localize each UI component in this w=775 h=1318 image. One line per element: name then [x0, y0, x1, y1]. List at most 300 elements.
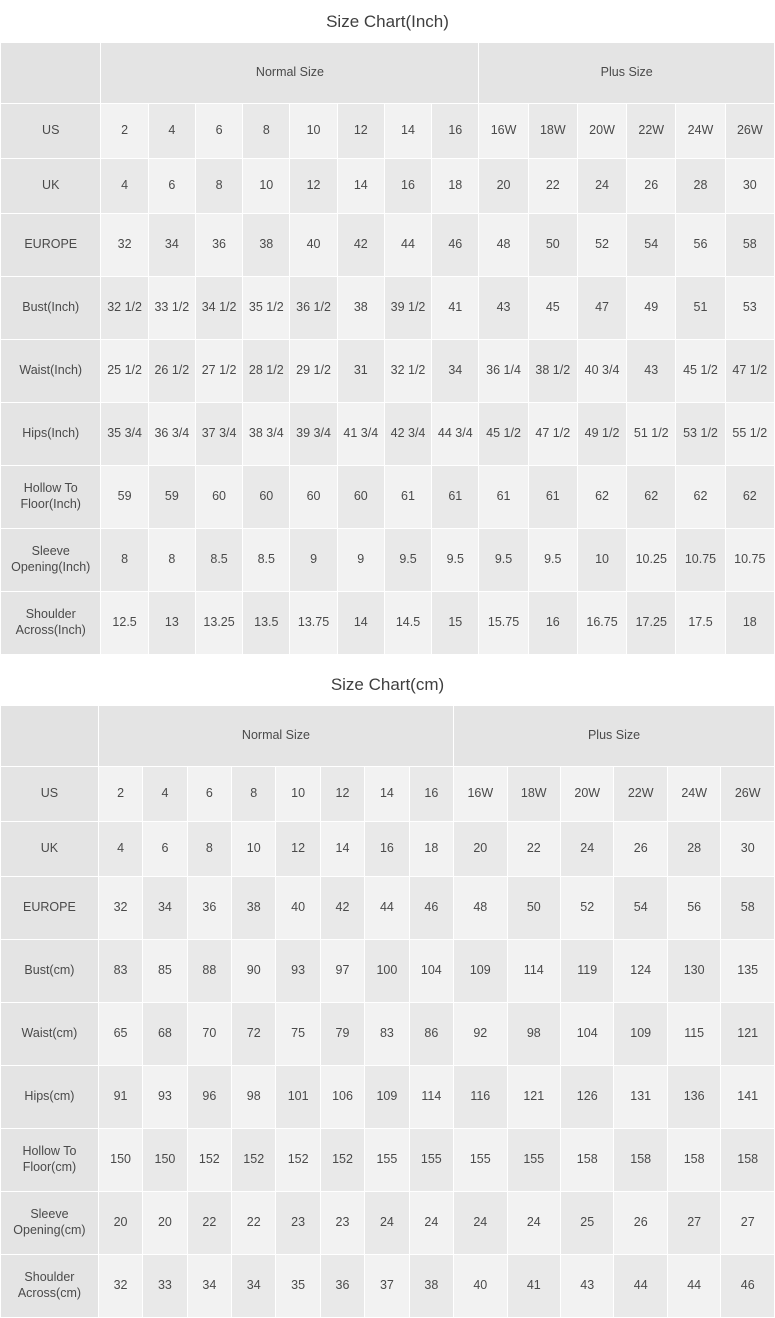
cell: 115 [667, 1003, 720, 1066]
cell: 53 [725, 277, 774, 340]
cell: 26 [614, 822, 667, 877]
cell: 16 [528, 592, 577, 655]
cell: 42 [320, 877, 364, 940]
cell: 42 3/4 [384, 403, 431, 466]
cell: 39 3/4 [290, 403, 337, 466]
cell: 85 [143, 940, 187, 1003]
cell: 52 [577, 214, 626, 277]
cell: 20 [454, 822, 507, 877]
cell: 45 1/2 [479, 403, 528, 466]
cell: 17.25 [627, 592, 676, 655]
cell: 36 [320, 1255, 364, 1318]
cell: 16 [432, 104, 479, 159]
cell: 91 [98, 1066, 142, 1129]
cell: 26W [721, 767, 775, 822]
cell: 6 [143, 822, 187, 877]
cell: 24 [409, 1192, 453, 1255]
cell: 49 [627, 277, 676, 340]
cell: 8 [101, 529, 148, 592]
cell: 116 [454, 1066, 507, 1129]
cell: 70 [187, 1003, 231, 1066]
cell: 24 [577, 159, 626, 214]
cell: 22 [507, 822, 560, 877]
cell: 39 1/2 [384, 277, 431, 340]
cell: 17.5 [676, 592, 725, 655]
cell: 16.75 [577, 592, 626, 655]
cell: 55 1/2 [725, 403, 774, 466]
cell: 20W [561, 767, 614, 822]
cell: 35 [276, 1255, 320, 1318]
table-corner-cell [1, 706, 99, 767]
cell: 61 [432, 466, 479, 529]
cell: 150 [98, 1129, 142, 1192]
cell: 16 [409, 767, 453, 822]
cell: 34 1/2 [195, 277, 242, 340]
cell: 8 [148, 529, 195, 592]
cell: 32 [98, 877, 142, 940]
cell: 53 1/2 [676, 403, 725, 466]
cell: 47 [577, 277, 626, 340]
cell: 121 [721, 1003, 775, 1066]
cell: 33 1/2 [148, 277, 195, 340]
cell: 24 [365, 1192, 409, 1255]
cell: 104 [409, 940, 453, 1003]
cell: 22 [187, 1192, 231, 1255]
cell: 12 [320, 767, 364, 822]
cell: 10 [276, 767, 320, 822]
size-chart-cm-table [0, 705, 775, 1318]
cell: 9 [337, 529, 384, 592]
cell: 46 [721, 1255, 775, 1318]
row-label-sleeve-opening-inch: Sleeve Opening(Inch) [1, 529, 101, 592]
cell: 48 [479, 214, 528, 277]
cell: 34 [432, 340, 479, 403]
cell: 130 [667, 940, 720, 1003]
cell: 60 [195, 466, 242, 529]
cell: 59 [148, 466, 195, 529]
cell: 6 [148, 159, 195, 214]
cell: 41 3/4 [337, 403, 384, 466]
cell: 158 [721, 1129, 775, 1192]
cell: 12 [290, 159, 337, 214]
cell: 8 [195, 159, 242, 214]
row-label-europe: EUROPE [1, 877, 99, 940]
cell: 42 [337, 214, 384, 277]
cell: 56 [676, 214, 725, 277]
cell: 18W [507, 767, 560, 822]
cell: 22W [614, 767, 667, 822]
table-row [1, 767, 775, 822]
table-row [1, 1066, 775, 1129]
cell: 27 [667, 1192, 720, 1255]
row-label-bust-cm: Bust(cm) [1, 940, 99, 1003]
cell: 155 [409, 1129, 453, 1192]
cell: 32 [101, 214, 148, 277]
cell: 97 [320, 940, 364, 1003]
cell: 8 [232, 767, 276, 822]
cell: 51 [676, 277, 725, 340]
cell: 45 1/2 [676, 340, 725, 403]
cell: 14 [337, 592, 384, 655]
cell: 28 [667, 822, 720, 877]
cell: 28 1/2 [243, 340, 290, 403]
group-header-normal-size: Normal Size [101, 43, 479, 104]
cell: 62 [577, 466, 626, 529]
cell: 20 [143, 1192, 187, 1255]
row-label-hips-cm: Hips(cm) [1, 1066, 99, 1129]
cell: 29 1/2 [290, 340, 337, 403]
cell: 30 [725, 159, 774, 214]
cell: 65 [98, 1003, 142, 1066]
cell: 9.5 [479, 529, 528, 592]
cell: 25 [561, 1192, 614, 1255]
cell: 35 3/4 [101, 403, 148, 466]
table-row [1, 214, 775, 277]
cell: 10 [243, 159, 290, 214]
cell: 27 1/2 [195, 340, 242, 403]
cell: 10 [577, 529, 626, 592]
cell: 83 [365, 1003, 409, 1066]
cell: 18 [725, 592, 774, 655]
table-row [1, 403, 775, 466]
row-label-hollow-to-floor-inch: Hollow To Floor(Inch) [1, 466, 101, 529]
cell: 92 [454, 1003, 507, 1066]
cell: 114 [507, 940, 560, 1003]
cell: 104 [561, 1003, 614, 1066]
table-group-header-row [1, 706, 775, 767]
cell: 61 [479, 466, 528, 529]
cell: 4 [148, 104, 195, 159]
cell: 43 [627, 340, 676, 403]
table-row [1, 277, 775, 340]
cell: 24W [667, 767, 720, 822]
cell: 54 [627, 214, 676, 277]
cell: 68 [143, 1003, 187, 1066]
cell: 9.5 [384, 529, 431, 592]
cell: 22 [528, 159, 577, 214]
cell: 24 [561, 822, 614, 877]
cell: 4 [101, 159, 148, 214]
cell: 23 [320, 1192, 364, 1255]
cell: 15.75 [479, 592, 528, 655]
table-row [1, 466, 775, 529]
cell: 24 [454, 1192, 507, 1255]
cell: 18W [528, 104, 577, 159]
cell: 32 1/2 [101, 277, 148, 340]
cell: 16 [384, 159, 431, 214]
cell: 60 [243, 466, 290, 529]
cell: 10.25 [627, 529, 676, 592]
cell: 16 [365, 822, 409, 877]
cell: 62 [725, 466, 774, 529]
cell: 40 [290, 214, 337, 277]
cell: 47 1/2 [725, 340, 774, 403]
cell: 13.25 [195, 592, 242, 655]
cell: 12 [276, 822, 320, 877]
cell: 8.5 [243, 529, 290, 592]
cell: 37 3/4 [195, 403, 242, 466]
cell: 44 [667, 1255, 720, 1318]
cell: 58 [721, 877, 775, 940]
cell: 10 [290, 104, 337, 159]
cell: 9.5 [528, 529, 577, 592]
cell: 34 [187, 1255, 231, 1318]
cell: 96 [187, 1066, 231, 1129]
cell: 46 [409, 877, 453, 940]
cell: 32 [98, 1255, 142, 1318]
cell: 2 [98, 767, 142, 822]
cell: 62 [676, 466, 725, 529]
cell: 9.5 [432, 529, 479, 592]
cell: 26 [614, 1192, 667, 1255]
cell: 152 [232, 1129, 276, 1192]
table-row [1, 340, 775, 403]
row-label-shoulder-across-cm: Shoulder Across(cm) [1, 1255, 99, 1318]
cell: 131 [614, 1066, 667, 1129]
cell: 18 [432, 159, 479, 214]
cell: 38 3/4 [243, 403, 290, 466]
cell: 109 [614, 1003, 667, 1066]
cell: 40 3/4 [577, 340, 626, 403]
cell: 20 [479, 159, 528, 214]
cell: 48 [454, 877, 507, 940]
row-label-shoulder-across-inch: Shoulder Across(Inch) [1, 592, 101, 655]
cell: 158 [667, 1129, 720, 1192]
cell: 34 [143, 877, 187, 940]
cell: 56 [667, 877, 720, 940]
cell: 35 1/2 [243, 277, 290, 340]
size-chart-cm-title: Size Chart(cm) [0, 663, 775, 705]
cell: 41 [507, 1255, 560, 1318]
table-corner-cell [1, 43, 101, 104]
cell: 18 [409, 822, 453, 877]
row-label-uk: UK [1, 159, 101, 214]
row-label-us: US [1, 767, 99, 822]
cell: 152 [276, 1129, 320, 1192]
cell: 14 [365, 767, 409, 822]
row-label-hollow-to-floor-cm: Hollow To Floor(cm) [1, 1129, 99, 1192]
group-header-plus-size: Plus Size [454, 706, 775, 767]
cell: 90 [232, 940, 276, 1003]
cell: 24W [676, 104, 725, 159]
cell: 150 [143, 1129, 187, 1192]
cell: 10 [232, 822, 276, 877]
cell: 4 [143, 767, 187, 822]
cell: 13.75 [290, 592, 337, 655]
cell: 158 [561, 1129, 614, 1192]
cell: 124 [614, 940, 667, 1003]
cell: 44 [384, 214, 431, 277]
cell: 41 [432, 277, 479, 340]
table-row [1, 1129, 775, 1192]
row-label-waist-cm: Waist(cm) [1, 1003, 99, 1066]
cell: 62 [627, 466, 676, 529]
cell: 26 1/2 [148, 340, 195, 403]
cell: 86 [409, 1003, 453, 1066]
row-label-waist-inch: Waist(Inch) [1, 340, 101, 403]
table-row [1, 822, 775, 877]
cell: 61 [528, 466, 577, 529]
cell: 152 [320, 1129, 364, 1192]
cell: 6 [187, 767, 231, 822]
cell: 106 [320, 1066, 364, 1129]
size-chart-inch-table [0, 42, 775, 655]
cell: 109 [454, 940, 507, 1003]
row-label-us: US [1, 104, 101, 159]
cell: 83 [98, 940, 142, 1003]
cell: 27 [721, 1192, 775, 1255]
row-label-bust-inch: Bust(Inch) [1, 277, 101, 340]
cell: 36 3/4 [148, 403, 195, 466]
cell: 72 [232, 1003, 276, 1066]
cell: 51 1/2 [627, 403, 676, 466]
cell: 44 [365, 877, 409, 940]
cell: 50 [507, 877, 560, 940]
table-row [1, 1255, 775, 1318]
cell: 44 3/4 [432, 403, 479, 466]
cell: 100 [365, 940, 409, 1003]
cell: 93 [143, 1066, 187, 1129]
cell: 20 [98, 1192, 142, 1255]
cell: 32 1/2 [384, 340, 431, 403]
cell: 22 [232, 1192, 276, 1255]
cell: 79 [320, 1003, 364, 1066]
cell: 15 [432, 592, 479, 655]
cell: 141 [721, 1066, 775, 1129]
cell: 14 [337, 159, 384, 214]
cell: 38 [243, 214, 290, 277]
cell: 60 [290, 466, 337, 529]
cell: 43 [561, 1255, 614, 1318]
size-chart-inch-title: Size Chart(Inch) [0, 0, 775, 42]
table-row [1, 940, 775, 1003]
row-label-sleeve-opening-cm: Sleeve Opening(cm) [1, 1192, 99, 1255]
table-group-header-row [1, 43, 775, 104]
cell: 60 [337, 466, 384, 529]
cell: 10.75 [725, 529, 774, 592]
cell: 45 [528, 277, 577, 340]
cell: 158 [614, 1129, 667, 1192]
cell: 14.5 [384, 592, 431, 655]
cell: 13.5 [243, 592, 290, 655]
table-row [1, 104, 775, 159]
cell: 9 [290, 529, 337, 592]
cell: 46 [432, 214, 479, 277]
cell: 47 1/2 [528, 403, 577, 466]
cell: 36 [195, 214, 242, 277]
cell: 88 [187, 940, 231, 1003]
cell: 8 [243, 104, 290, 159]
cell: 28 [676, 159, 725, 214]
cell: 38 [409, 1255, 453, 1318]
cell: 16W [454, 767, 507, 822]
cell: 93 [276, 940, 320, 1003]
row-label-europe: EUROPE [1, 214, 101, 277]
table-row [1, 1003, 775, 1066]
cell: 44 [614, 1255, 667, 1318]
cell: 38 1/2 [528, 340, 577, 403]
cell: 38 [337, 277, 384, 340]
cell: 34 [232, 1255, 276, 1318]
section-spacer [0, 655, 775, 663]
table-row [1, 529, 775, 592]
cell: 38 [232, 877, 276, 940]
cell: 58 [725, 214, 774, 277]
row-label-hips-inch: Hips(Inch) [1, 403, 101, 466]
table-row [1, 877, 775, 940]
cell: 155 [507, 1129, 560, 1192]
cell: 54 [614, 877, 667, 940]
cell: 34 [148, 214, 195, 277]
cell: 119 [561, 940, 614, 1003]
cell: 61 [384, 466, 431, 529]
cell: 40 [276, 877, 320, 940]
cell: 43 [479, 277, 528, 340]
cell: 10.75 [676, 529, 725, 592]
cell: 36 [187, 877, 231, 940]
cell: 135 [721, 940, 775, 1003]
cell: 6 [195, 104, 242, 159]
cell: 40 [454, 1255, 507, 1318]
cell: 26W [725, 104, 774, 159]
cell: 12 [337, 104, 384, 159]
cell: 98 [507, 1003, 560, 1066]
cell: 20W [577, 104, 626, 159]
cell: 30 [721, 822, 775, 877]
table-row [1, 1192, 775, 1255]
cell: 155 [454, 1129, 507, 1192]
cell: 31 [337, 340, 384, 403]
cell: 37 [365, 1255, 409, 1318]
cell: 13 [148, 592, 195, 655]
cell: 114 [409, 1066, 453, 1129]
row-label-uk: UK [1, 822, 99, 877]
cell: 16W [479, 104, 528, 159]
cell: 24 [507, 1192, 560, 1255]
cell: 26 [627, 159, 676, 214]
cell: 98 [232, 1066, 276, 1129]
cell: 25 1/2 [101, 340, 148, 403]
table-row [1, 159, 775, 214]
cell: 155 [365, 1129, 409, 1192]
cell: 8.5 [195, 529, 242, 592]
table-row [1, 592, 775, 655]
cell: 75 [276, 1003, 320, 1066]
cell: 36 1/2 [290, 277, 337, 340]
cell: 50 [528, 214, 577, 277]
cell: 136 [667, 1066, 720, 1129]
cell: 49 1/2 [577, 403, 626, 466]
cell: 12.5 [101, 592, 148, 655]
group-header-plus-size: Plus Size [479, 43, 775, 104]
cell: 22W [627, 104, 676, 159]
cell: 14 [384, 104, 431, 159]
cell: 152 [187, 1129, 231, 1192]
cell: 52 [561, 877, 614, 940]
cell: 59 [101, 466, 148, 529]
cell: 109 [365, 1066, 409, 1129]
cell: 126 [561, 1066, 614, 1129]
group-header-normal-size: Normal Size [98, 706, 453, 767]
cell: 8 [187, 822, 231, 877]
cell: 33 [143, 1255, 187, 1318]
cell: 14 [320, 822, 364, 877]
cell: 23 [276, 1192, 320, 1255]
cell: 36 1/4 [479, 340, 528, 403]
cell: 4 [98, 822, 142, 877]
cell: 121 [507, 1066, 560, 1129]
cell: 101 [276, 1066, 320, 1129]
